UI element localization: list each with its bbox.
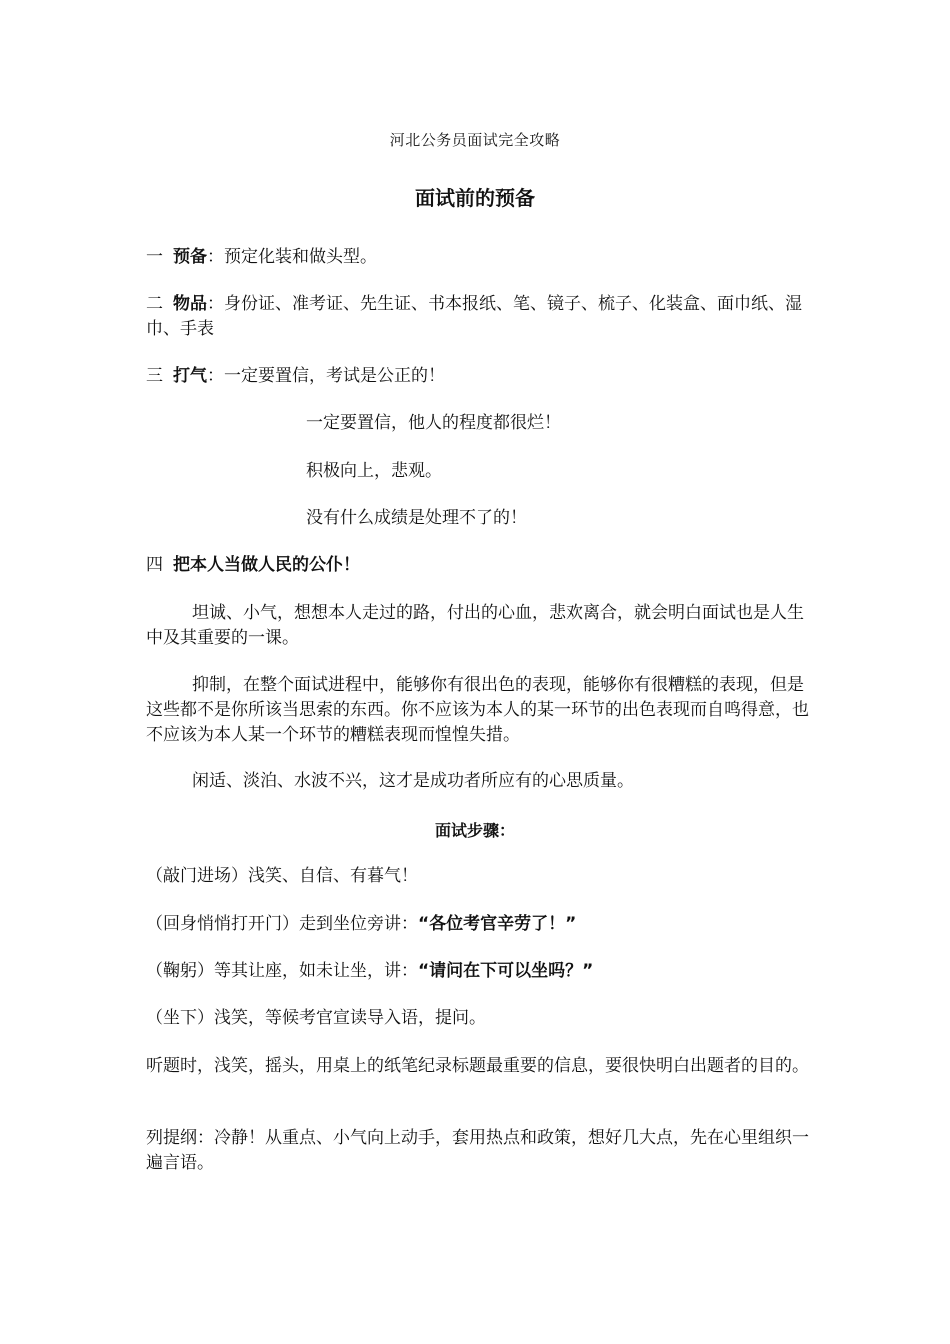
list-item-4: [146, 553, 810, 578]
step-line: [146, 1126, 810, 1176]
encouragement-line: 积极向上，悲观。: [306, 461, 442, 481]
item-separator: ：: [207, 294, 224, 314]
step-text: 列提纲：冷静！从重点、小气向上动手，套用热点和政策，想好几大点，先在心里组织一遍言语。: [146, 1128, 809, 1173]
step-quote: “请问在下可以坐吗？”: [418, 961, 594, 981]
step-text: 听题时，浅笑，摇头，用桌上的纸笔纪录标题最重要的信息，要很快明白出题者的目的。: [146, 1056, 809, 1076]
item-text: 一定要置信，考试是公正的！: [224, 366, 445, 386]
step-line: [146, 1054, 810, 1079]
step-text: （回身悄悄打开门）走到坐位旁讲：: [146, 914, 418, 934]
item-number: 三: [146, 366, 163, 386]
step-text: （鞠躬）等其让座，如未让坐，讲：: [146, 961, 418, 981]
item-number: 二: [146, 294, 163, 314]
encouragement-line: 没有什么成绩是处理不了的！: [306, 508, 527, 528]
item-text: 预定化装和做头型。: [224, 247, 377, 267]
step-line: [146, 912, 810, 937]
step-quote: “各位考官辛劳了！”: [418, 914, 577, 934]
paragraph: 闲适、淡泊、水波不兴，这才是成功者所应有的心思质量。: [192, 771, 634, 791]
step-line: [146, 1006, 810, 1031]
step-line: [146, 959, 810, 984]
main-heading: 面试前的预备: [415, 186, 535, 210]
item-text: 身份证、准考证、先生证、书本报纸、笔、镜子、梳子、化装盒、面巾纸、湿巾、手表: [146, 294, 802, 339]
paragraph: 坦诚、小气，想想本人走过的路，付出的心血，悲欢离合，就会明白面试也是人生中及其重要的一课。: [146, 603, 804, 648]
step-text: （敲门进场）浅笑、自信、有暮气！: [146, 866, 418, 886]
item-label: 把本人当做人民的公仆！: [173, 555, 360, 575]
list-item-2: [146, 292, 810, 342]
item-separator: ：: [207, 247, 224, 267]
item-number: 四: [146, 555, 163, 575]
item-label: 物品: [173, 294, 207, 314]
list-item-3: [146, 364, 810, 389]
steps-heading: 面试步骤：: [434, 821, 515, 840]
item-number: 一: [146, 247, 163, 267]
step-line: [146, 864, 810, 889]
item-separator: ：: [207, 366, 224, 386]
paragraph: 抑制，在整个面试进程中，能够你有很出色的表现，能够你有很糟糕的表现，但是这些都不是你所该当思索的东西。你不应该为本人的某一环节的出色表现而自鸣得意，也不应该为本人某一个环节的糟糕表现而惶惶失措。: [146, 675, 809, 745]
item-label: 打气: [173, 366, 207, 386]
item-label: 预备: [173, 247, 207, 267]
step-text: （坐下）浅笑，等候考官宣读导入语，提问。: [146, 1008, 486, 1028]
list-item-1: [146, 245, 810, 270]
document-title: 河北公务员面试完全攻略: [389, 131, 561, 149]
encouragement-line: 一定要置信，他人的程度都很烂！: [306, 413, 561, 433]
